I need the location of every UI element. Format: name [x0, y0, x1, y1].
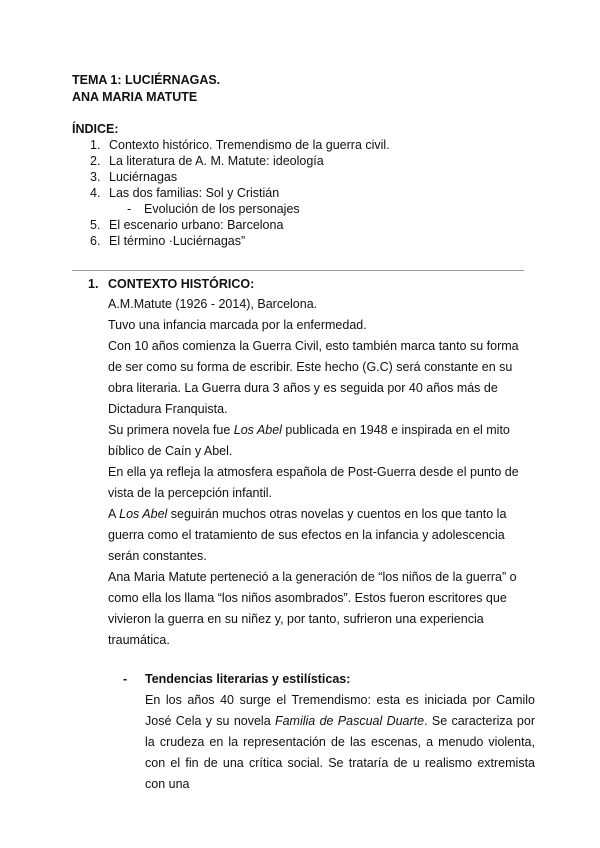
index-item-label: La literatura de A. M. Matute: ideología: [109, 154, 324, 168]
index-item-6: [90, 234, 245, 248]
subsection-body: [145, 690, 535, 795]
index-item-number: 2.: [90, 154, 101, 168]
index-item-label: Contexto histórico. Tremendismo de la guerra civil.: [109, 138, 390, 152]
index-item-label: Evolución de los personajes: [144, 202, 300, 216]
text-run: seguirán muchos otras novelas y cuentos en los que tanto la guerra como el tratamiento de sus efectos en la infancia y adolescencia serán constantes.: [108, 507, 507, 563]
text-run: Su primera novela fue: [108, 423, 234, 437]
paragraph: Ana Maria Matute perteneció a la generación de “los niños de la guerra” o como ella los llama “los niños asombrados”. Estos fueron escritores que vivieron la guerra en su niñez y, por tanto, sufrieron una experiencia traumática.: [108, 570, 517, 647]
text-run: publicada en 1948 e inspirada en el mito bíblico de Caín y Abel.: [108, 423, 510, 458]
index-item-4: [90, 186, 279, 200]
section-number: 1.: [88, 277, 99, 291]
subsection-title: Tendencias literarias y estilísticas:: [145, 672, 351, 686]
horizontal-divider: [72, 270, 524, 271]
author-name: ANA MARIA MATUTE: [72, 90, 198, 104]
paragraph: [108, 420, 528, 462]
index-item-3: [90, 170, 177, 184]
index-item-5: [90, 218, 283, 232]
index-item-label: El término ·Luciérnagas”: [109, 234, 246, 248]
index-subitem: [127, 202, 300, 216]
index-item-number: 6.: [90, 234, 101, 248]
document-title: TEMA 1: LUCIÉRNAGAS.: [72, 73, 221, 87]
section-heading: [88, 277, 254, 291]
section-title: CONTEXTO HISTÓRICO:: [108, 277, 255, 291]
index-item-label: Luciérnagas: [109, 170, 178, 184]
index-item-number: 5.: [90, 218, 101, 232]
index-item-number: 3.: [90, 170, 101, 184]
index-item-2: [90, 154, 324, 168]
index-item-number: 1.: [90, 138, 101, 152]
paragraph: A.M.Matute (1926 - 2014), Barcelona.: [108, 297, 318, 311]
paragraph: En ella ya refleja la atmosfera española de Post-Guerra desde el punto de vista de la percepción infantil.: [108, 465, 519, 500]
text-run: . Se caracteriza por la crudeza en la representación de las escenas, a menudo violenta, con el fin de una crítica social. Se trataría de u realismo extremista con una: [145, 714, 535, 791]
index-item-label: Las dos familias: Sol y Cristián: [109, 186, 280, 200]
paragraph: [108, 504, 528, 567]
book-title: Los Abel: [119, 507, 168, 521]
book-title: Familia de Pascual Duarte: [274, 714, 425, 728]
index-item-label: El escenario urbano: Barcelona: [109, 218, 284, 232]
index-heading: ÍNDICE:: [72, 122, 119, 136]
index-item-1: [90, 138, 390, 152]
text-run: A: [108, 507, 120, 521]
paragraph: Tuvo una infancia marcada por la enfermedad.: [108, 318, 367, 332]
paragraph: Con 10 años comienza la Guerra Civil, esto también marca tanto su forma de ser como su forma de escribir. Este hecho (G.C) será constante en su obra literaria. La Guerra dura 3 años y es seguida por 40 años más de Dictadura Franquista.: [108, 339, 519, 416]
book-title: Los Abel: [233, 423, 282, 437]
index-item-bullet: -: [127, 202, 132, 216]
text-run: En los años 40 surge el Tremendismo: esta es iniciada por Camilo José Cela y su novela: [145, 693, 535, 728]
paragraph: [145, 690, 535, 795]
section-body: [108, 294, 528, 651]
bullet: -: [123, 672, 128, 686]
subsection-heading: [123, 672, 350, 686]
index-item-number: 4.: [90, 186, 101, 200]
